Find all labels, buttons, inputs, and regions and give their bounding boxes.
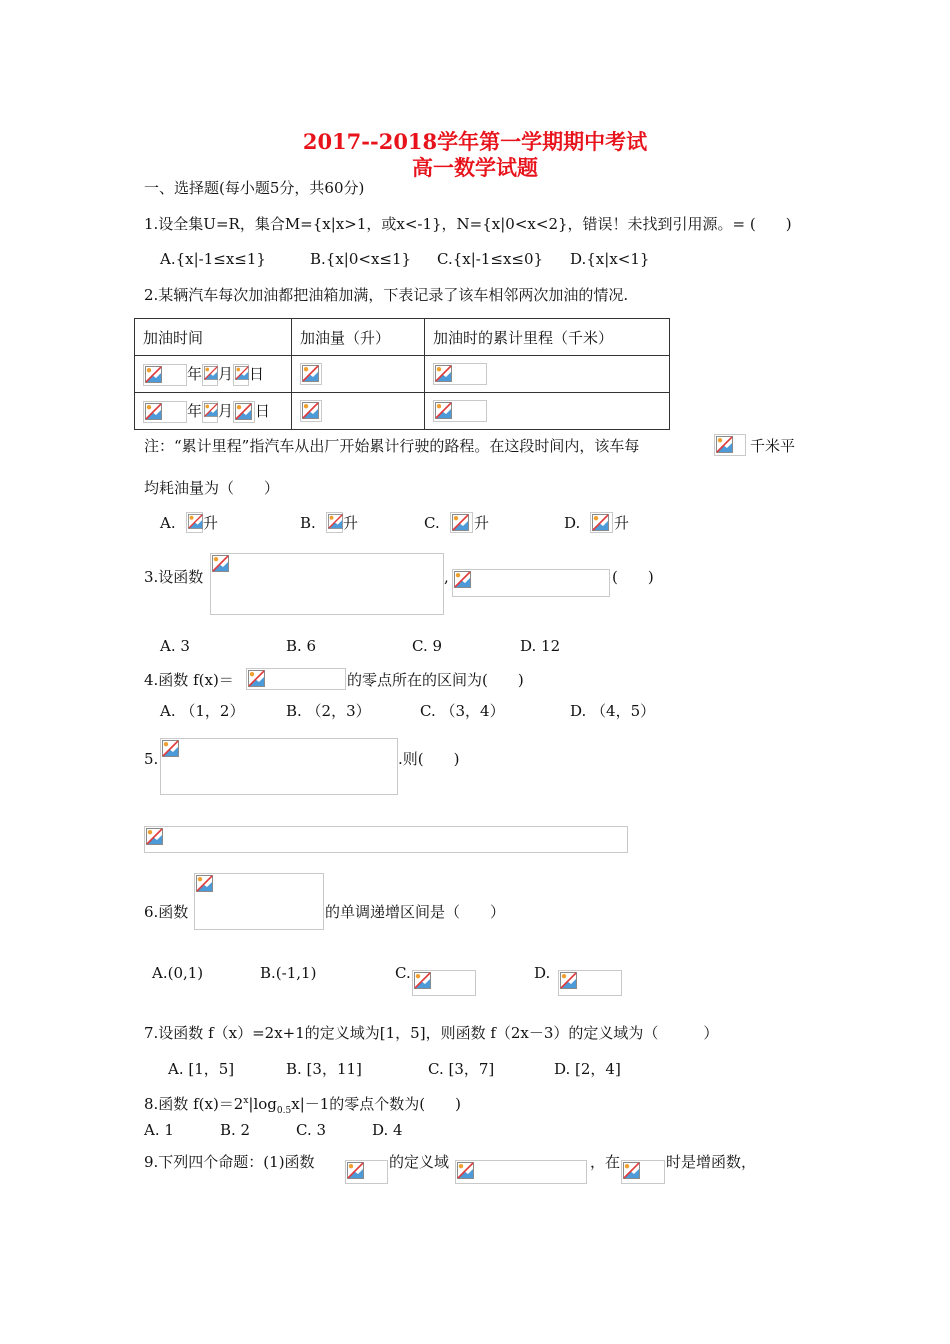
q6-option-c: C. <box>395 964 411 982</box>
broken-image-icon <box>452 569 610 597</box>
q8-option-a: A. 1 <box>144 1121 174 1139</box>
broken-image-icon <box>412 970 476 996</box>
table-cell-amount <box>292 356 425 393</box>
section-heading: 一、选择题(每小题5分，共60分) <box>144 179 365 197</box>
q9-part3: ，在 <box>590 1153 621 1171</box>
q9-part1: 9.下列四个命题：(1)函数 <box>144 1153 315 1171</box>
broken-image-icon <box>233 364 249 386</box>
broken-image-icon <box>558 970 622 996</box>
q2-stem: 2.某辆汽车每次加油都把油箱加满，下表记录了该车相邻两次加油的情况. <box>144 286 629 304</box>
q4-option-c: C. （3，4） <box>420 702 505 720</box>
broken-image-icon <box>345 1160 388 1184</box>
q8-subscript: 0.5 <box>276 1106 292 1116</box>
q1-option-c: C.{x|-1≤x≤0} <box>437 250 544 268</box>
q7-option-c: C. [3，7] <box>428 1060 495 1078</box>
q5-prefix: 5. <box>144 750 159 768</box>
q7-option-d: D. [2，4] <box>554 1060 621 1078</box>
q1-option-d: D.{x|x<1} <box>570 250 650 268</box>
q8-stem <box>144 1091 461 1121</box>
fuel-table <box>134 318 670 430</box>
q2-option-unit: 升 <box>474 514 490 532</box>
q3-comma: , <box>444 568 449 586</box>
q1-option-a: A.{x|-1≤x≤1} <box>160 250 266 268</box>
q2-option-unit: 升 <box>203 514 219 532</box>
year-unit: 年 <box>187 364 203 383</box>
broken-image-icon <box>143 364 187 386</box>
q2-note-line1: 注：“累计里程”指汽车从出厂开始累计行驶的路程。在这段时间内，该车每 <box>144 437 640 455</box>
q3-paren: ( ) <box>612 568 654 586</box>
broken-image-icon <box>246 668 346 690</box>
broken-image-icon <box>326 512 343 533</box>
day-unit: 日 <box>249 364 265 383</box>
broken-image-icon <box>202 364 218 386</box>
table-cell-date <box>135 356 292 393</box>
broken-image-icon <box>143 401 187 423</box>
q5-suffix: .则( ) <box>398 750 460 768</box>
q2-option-a: A. <box>160 514 176 532</box>
broken-image-icon <box>455 1160 587 1184</box>
q8-stem-b: |log <box>248 1095 277 1113</box>
q3-stem: 3.设函数 <box>144 568 204 586</box>
q1-stem: 1.设全集U=R，集合M={x|x>1，或x<-1}，N={x|0<x<2}，错误！未找到引用源。= ( ) <box>144 215 792 233</box>
year-unit: 年 <box>187 401 203 420</box>
exam-subtitle: 高一数学试题 <box>412 155 538 180</box>
q7-stem: 7.设函数 f（x）=2x+1的定义域为[1，5]，则函数 f（2x－3）的定义域为（ ） <box>144 1024 719 1042</box>
table-row <box>135 319 670 356</box>
table-row <box>135 393 670 430</box>
q2-option-unit: 升 <box>614 514 630 532</box>
broken-image-icon <box>202 401 218 423</box>
q6-prefix: 6.函数 <box>144 903 189 921</box>
q6-option-a: A.(0,1) <box>152 964 204 982</box>
table-row <box>135 356 670 393</box>
q2-note-line1-end: 千米平 <box>750 437 796 455</box>
q3-option-d: D. 12 <box>520 637 561 655</box>
q2-option-c: C. <box>424 514 440 532</box>
q8-option-b: B. 2 <box>220 1121 251 1139</box>
broken-image-icon <box>433 363 487 385</box>
broken-image-icon <box>160 738 398 795</box>
q6-option-b: B.(-1,1) <box>260 964 317 982</box>
broken-image-icon <box>300 363 322 385</box>
broken-image-icon <box>590 512 613 533</box>
table-cell-mileage <box>425 393 670 430</box>
q8-option-d: D. 4 <box>372 1121 403 1139</box>
q4-stem-suffix: 的零点所在的区间为( ) <box>347 671 524 689</box>
q6-suffix: 的单调递增区间是（ ） <box>325 903 506 921</box>
broken-image-icon <box>186 512 203 533</box>
month-unit: 月 <box>218 401 234 420</box>
month-unit: 月 <box>218 364 234 383</box>
table-header-cell: 加油时的累计里程（千米） <box>425 319 670 356</box>
q8-stem-a: 8.函数 f(x)＝2 <box>144 1095 244 1113</box>
exam-title: 2017--2018学年第一学期期中考试 <box>302 129 648 154</box>
table-cell-mileage <box>425 356 670 393</box>
broken-image-icon <box>194 873 324 930</box>
broken-image-icon <box>433 400 487 422</box>
q6-option-d: D. <box>534 964 551 982</box>
table-header-cell: 加油量（升） <box>292 319 425 356</box>
q1-option-b: B.{x|0<x≤1} <box>310 250 412 268</box>
broken-image-icon <box>450 512 473 533</box>
q3-option-a: A. 3 <box>160 637 190 655</box>
day-unit: 日 <box>255 401 271 420</box>
q4-option-b: B. （2，3） <box>286 702 371 720</box>
table-cell-amount <box>292 393 425 430</box>
broken-image-icon <box>144 826 628 853</box>
q3-option-c: C. 9 <box>412 637 443 655</box>
q2-option-d: D. <box>564 514 581 532</box>
table-header-cell: 加油时间 <box>135 319 292 356</box>
q3-option-b: B. 6 <box>286 637 317 655</box>
q9-part2: 的定义域 <box>389 1153 450 1171</box>
q8-option-c: C. 3 <box>296 1121 327 1139</box>
broken-image-icon <box>233 401 255 423</box>
q4-option-a: A. （1，2） <box>160 702 245 720</box>
table-cell-date <box>135 393 292 430</box>
q8-superscript: x <box>243 1096 249 1106</box>
broken-image-icon <box>714 434 746 456</box>
q7-option-a: A. [1，5] <box>168 1060 235 1078</box>
broken-image-icon <box>621 1160 665 1184</box>
q2-note-line2: 均耗油量为（ ） <box>144 479 280 497</box>
q7-option-b: B. [3，11] <box>286 1060 362 1078</box>
q2-option-b: B. <box>300 514 316 532</box>
q4-option-d: D. （4，5） <box>570 702 656 720</box>
q2-option-unit: 升 <box>343 514 359 532</box>
q8-stem-c: x|－1的零点个数为( ) <box>291 1095 461 1113</box>
q4-stem: 4.函数 f(x)＝ <box>144 671 234 689</box>
q9-part4: 时是增函数， <box>666 1153 757 1171</box>
broken-image-icon <box>300 400 322 422</box>
broken-image-icon <box>210 553 444 615</box>
